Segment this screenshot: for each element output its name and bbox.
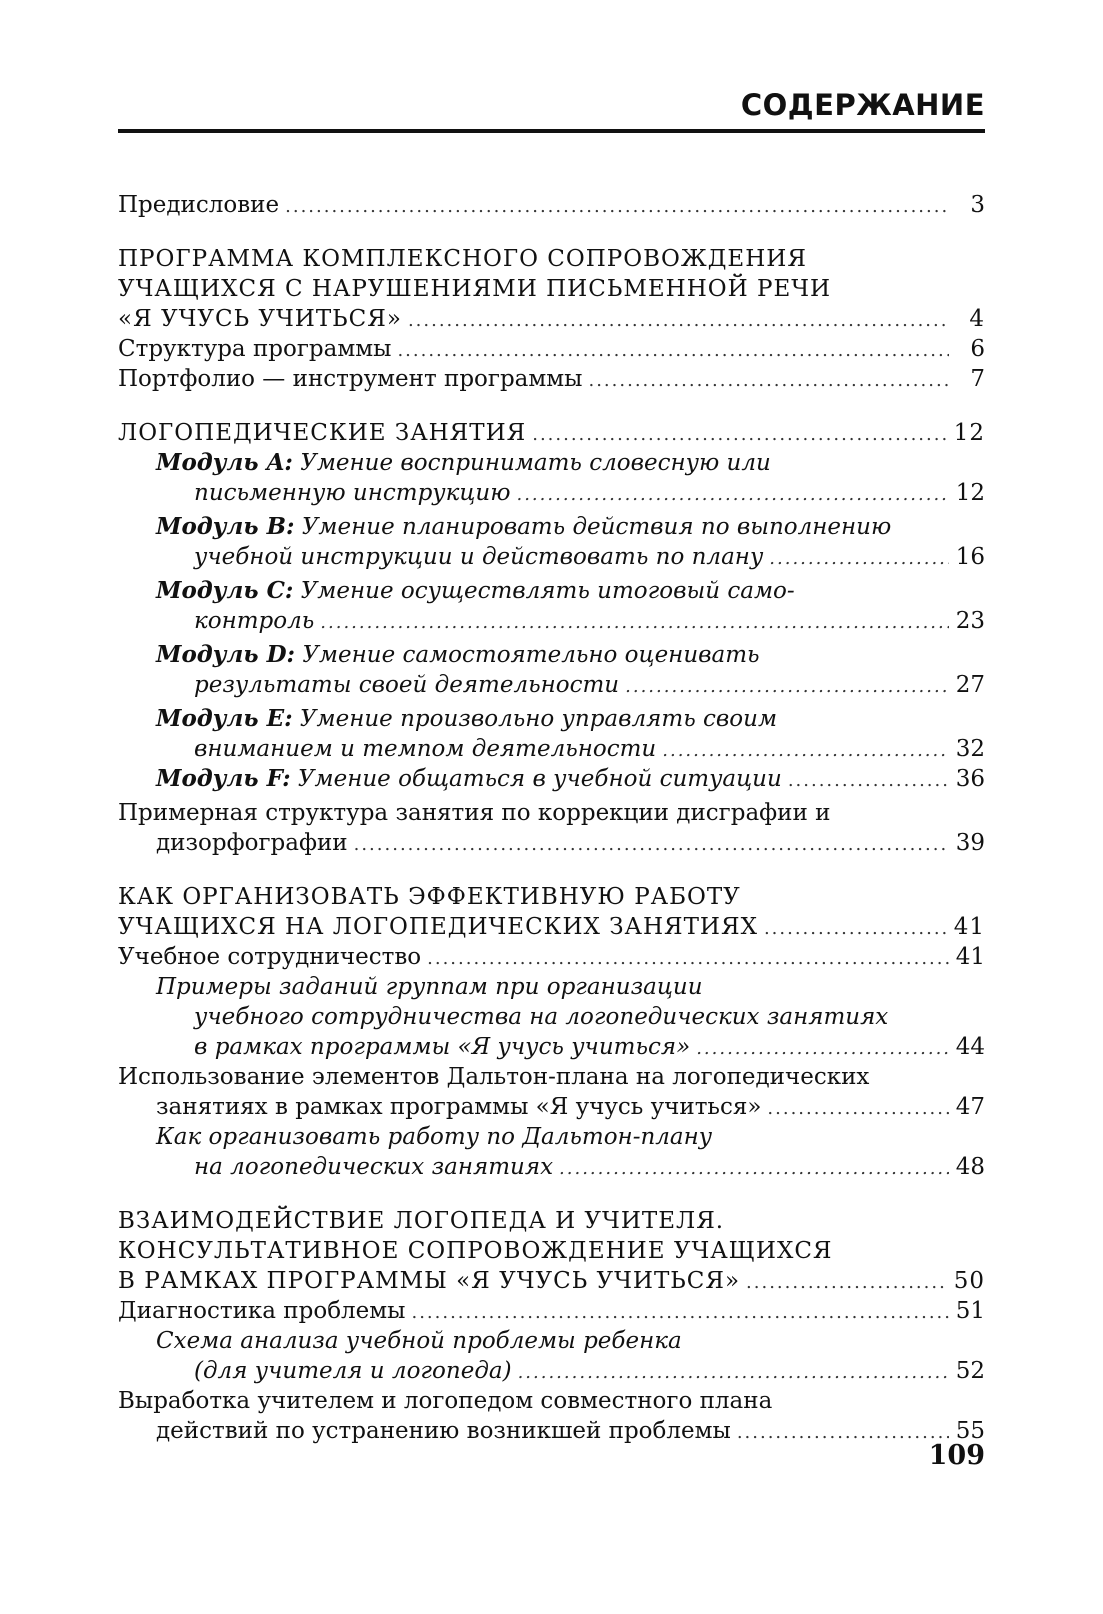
toc-entry-label: письменную инструкцию <box>194 480 511 506</box>
toc-entry-label: Структура программы <box>118 336 392 362</box>
leader-dots <box>427 944 949 974</box>
toc-entry-analysis-scheme[interactable] <box>118 1356 985 1386</box>
toc-entry-module-c[interactable] <box>118 606 985 636</box>
toc-entry-label: учебной инструкции и действовать по плану <box>194 544 764 570</box>
toc-entry-label: Учебное сотрудничество <box>118 944 422 970</box>
toc-entry-dalton-how[interactable] <box>118 1152 985 1182</box>
leader-dots <box>588 366 949 396</box>
toc-entry-module-b[interactable] <box>118 542 985 572</box>
toc-entry-module-f[interactable] <box>118 764 985 794</box>
toc-entry-lesson-structure[interactable] <box>118 828 985 858</box>
module-name: Модуль D: <box>156 641 295 668</box>
section-title-line: УЧАЩИХСЯ С НАРУШЕНИЯМИ ПИСЬМЕННОЙ РЕЧИ <box>118 276 832 302</box>
module-text: Умение общаться в учебной ситуации <box>297 766 782 792</box>
toc-entry-joint-plan[interactable] <box>118 1416 985 1446</box>
toc-entry-section-3[interactable] <box>118 912 985 942</box>
toc-page-number: 12 <box>955 480 985 506</box>
entry-text-line: Использование элементов Дальтон-плана на логопедических <box>118 1064 870 1090</box>
toc-entry-module-e[interactable] <box>118 734 985 764</box>
page-number: 109 <box>928 1440 985 1471</box>
leader-dots <box>767 1094 949 1124</box>
toc-entry-label: занятиях в рамках программы «Я учусь учиться» <box>156 1094 762 1120</box>
toc-page-number: 32 <box>955 736 985 762</box>
module-name: Модуль E: <box>156 705 293 732</box>
toc-page-number: 39 <box>955 830 985 856</box>
title-rule <box>118 129 985 133</box>
toc-page-number: 44 <box>955 1034 985 1060</box>
toc-entry-cooperation[interactable] <box>118 942 985 972</box>
toc-entry-label: Диагностика проблемы <box>118 1298 406 1324</box>
leader-dots <box>662 736 949 766</box>
toc-page-number: 41 <box>953 914 985 940</box>
toc-entry-label: Предисловие <box>118 192 280 218</box>
leader-dots <box>320 608 949 638</box>
entry-text-line: Выработка учителем и логопедом совместного плана <box>118 1388 773 1414</box>
page-title: СОДЕРЖАНИЕ <box>740 88 985 122</box>
toc-page-number: 47 <box>955 1094 985 1120</box>
leader-dots <box>559 1154 949 1184</box>
toc-page-number: 7 <box>970 366 985 392</box>
toc-entry-group-tasks[interactable] <box>118 1032 985 1062</box>
module-name: Модуль F: <box>156 765 291 792</box>
toc-entry-label: (для учителя и логопеда) <box>194 1358 512 1384</box>
toc-page-number: 55 <box>955 1418 985 1444</box>
table-of-contents <box>118 190 985 1446</box>
leader-dots <box>285 192 949 222</box>
module-e-line <box>118 704 985 734</box>
module-name: Модуль C: <box>156 577 294 604</box>
section-title-line: КАК ОРГАНИЗОВАТЬ ЭФФЕКТИВНУЮ РАБОТУ <box>118 884 741 910</box>
toc-page-number: 36 <box>955 766 985 792</box>
toc-entry-label: действий по устранению возникшей проблемы <box>156 1418 731 1444</box>
toc-page-number: 48 <box>955 1154 985 1180</box>
leader-dots <box>411 1298 949 1328</box>
leader-dots <box>532 420 948 450</box>
entry-text-line: Примеры заданий группам при организации <box>156 974 703 1000</box>
entry-text-line: учебного сотрудничества на логопедических занятиях <box>194 1004 889 1030</box>
toc-entry-structure[interactable] <box>118 334 985 364</box>
toc-entry-label: дизорфографии <box>156 830 348 856</box>
leader-dots <box>397 336 949 366</box>
toc-page-number: 50 <box>953 1268 985 1294</box>
toc-entry-portfolio[interactable] <box>118 364 985 394</box>
toc-entry-label: контроль <box>194 608 315 634</box>
module-name: Модуль B: <box>156 513 295 540</box>
toc-page-number: 12 <box>953 420 985 446</box>
toc-entry-label: Портфолио — инструмент программы <box>118 366 583 392</box>
module-d-line <box>118 640 985 670</box>
module-text: Умение планировать действия по выполнению <box>301 514 892 540</box>
leader-dots <box>769 544 949 574</box>
module-b-line <box>118 512 985 542</box>
toc-entry-label: в рамках программы «Я учусь учиться» <box>194 1034 691 1060</box>
toc-page-number: 41 <box>955 944 985 970</box>
toc-entry-label: УЧАЩИХСЯ НА ЛОГОПЕДИЧЕСКИХ ЗАНЯТИЯХ <box>118 914 758 940</box>
toc-entry-label: на логопедических занятиях <box>194 1154 554 1180</box>
module-text: Умение произвольно управлять своим <box>299 706 778 732</box>
toc-page-number: 51 <box>955 1298 985 1324</box>
entry-text-line: Примерная структура занятия по коррекции дисграфии и <box>118 800 831 826</box>
toc-entry-label: «Я УЧУСЬ УЧИТЬСЯ» <box>118 306 402 332</box>
module-c-line <box>118 576 985 606</box>
section-title-line: ПРОГРАММА КОМПЛЕКСНОГО СОПРОВОЖДЕНИЯ <box>118 246 807 272</box>
leader-dots <box>788 766 949 796</box>
leader-dots <box>408 306 949 336</box>
module-text: Умение воспринимать словесную или <box>300 450 771 476</box>
leader-dots <box>737 1418 949 1448</box>
entry-text-line: Схема анализа учебной проблемы ребенка <box>156 1328 682 1354</box>
toc-entry-dalton[interactable] <box>118 1092 985 1122</box>
module-text: Умение самостоятельно оценивать <box>302 642 760 668</box>
toc-entry-module-d[interactable] <box>118 670 985 700</box>
section-title-line: КОНСУЛЬТАТИВНОЕ СОПРОВОЖДЕНИЕ УЧАЩИХСЯ <box>118 1238 833 1264</box>
toc-entry-section-4[interactable] <box>118 1266 985 1296</box>
toc-page-number: 16 <box>955 544 985 570</box>
toc-entry-label: ЛОГОПЕДИЧЕСКИЕ ЗАНЯТИЯ <box>118 420 527 446</box>
leader-dots <box>354 830 949 860</box>
toc-page-number: 23 <box>955 608 985 634</box>
toc-page-number: 4 <box>969 306 985 332</box>
toc-entry-label: В РАМКАХ ПРОГРАММЫ «Я УЧУСЬ УЧИТЬСЯ» <box>118 1268 741 1294</box>
toc-page-number: 52 <box>955 1358 985 1384</box>
toc-page-number: 3 <box>970 192 985 218</box>
module-a-line <box>118 448 985 478</box>
leader-dots <box>518 1358 949 1388</box>
module-text: Умение осуществлять итоговый само- <box>300 578 795 604</box>
leader-dots <box>516 480 949 510</box>
toc-entry-diagnostics[interactable] <box>118 1296 985 1326</box>
entry-text-line: Как организовать работу по Дальтон-плану <box>156 1124 713 1150</box>
toc-entry-section-1[interactable] <box>118 304 985 334</box>
toc-entry-label: результаты своей деятельности <box>194 672 620 698</box>
toc-entry-module-a[interactable] <box>118 478 985 508</box>
toc-entry-label: вниманием и темпом деятельности <box>194 736 657 762</box>
leader-dots <box>625 672 949 702</box>
toc-entry-preface[interactable] <box>118 190 985 220</box>
toc-entry-section-2[interactable] <box>118 418 985 448</box>
section-title-line: ВЗАИМОДЕЙСТВИЕ ЛОГОПЕДА И УЧИТЕЛЯ. <box>118 1208 725 1234</box>
module-name: Модуль A: <box>156 449 293 476</box>
toc-page-number: 27 <box>955 672 985 698</box>
toc-page-number: 6 <box>970 336 985 362</box>
leader-dots <box>764 914 948 944</box>
leader-dots <box>696 1034 949 1064</box>
leader-dots <box>746 1268 948 1298</box>
